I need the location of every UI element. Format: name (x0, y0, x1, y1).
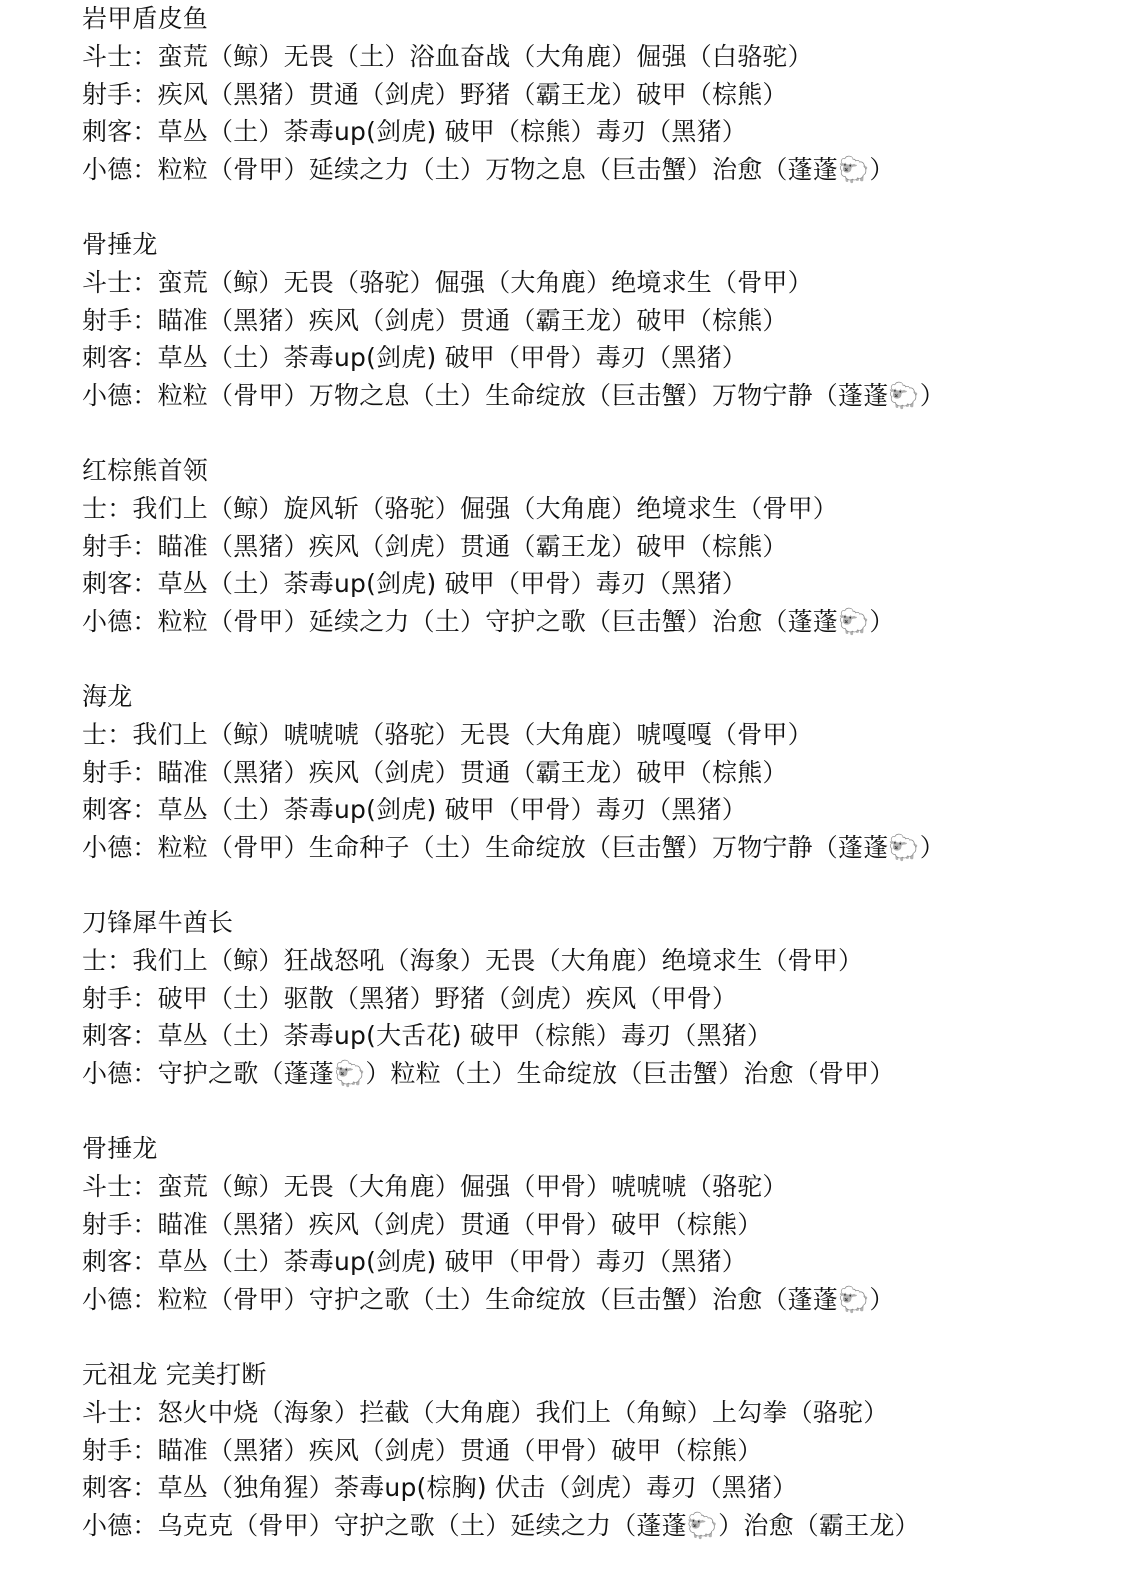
document-body (82, 0, 1102, 1582)
role-build-line: 刺客：草丛（独角猩）荼毒up(棕胸) 伏击（剑虎）毒刃（黑猪） (82, 1473, 798, 1502)
role-build-line: 斗士：蛮荒（鲸）无畏（大角鹿）倔强（甲骨）唬唬唬（骆驼） (82, 1172, 788, 1201)
boss-section (82, 452, 1102, 678)
role-build-line: 刺客：草丛（土）荼毒up(剑虎) 破甲（甲骨）毒刃（黑猪） (82, 343, 747, 372)
role-build-line: 士：我们上（鲸）狂战怒吼（海象）无畏（大角鹿）绝境求生（骨甲） (82, 946, 864, 975)
role-build-line: 小德：粒粒（骨甲）万物之息（土）生命绽放（巨击蟹）万物宁静（蓬蓬🐑） (82, 380, 945, 410)
role-build-line: 斗士：怒火中烧（海象）拦截（大角鹿）我们上（角鲸）上勾拳（骆驼） (82, 1398, 889, 1427)
boss-section (82, 1130, 1102, 1356)
role-build-line: 小德：粒粒（骨甲）生命种子（土）生命绽放（巨击蟹）万物宁静（蓬蓬🐑） (82, 832, 945, 862)
boss-section (82, 678, 1102, 904)
role-build-line: 刺客：草丛（土）荼毒up(剑虎) 破甲（棕熊）毒刃（黑猪） (82, 117, 747, 146)
role-build-line: 小德：粒粒（骨甲）延续之力（土）万物之息（巨击蟹）治愈（蓬蓬🐑） (82, 154, 895, 184)
boss-title: 元祖龙 完美打断 (82, 1360, 267, 1389)
role-build-line: 射手：瞄准（黑猪）疾风（剑虎）贯通（霸王龙）破甲（棕熊） (82, 531, 788, 561)
boss-title: 红棕熊首领 (82, 456, 209, 485)
role-build-line: 刺客：草丛（土）荼毒up(剑虎) 破甲（甲骨）毒刃（黑猪） (82, 569, 747, 598)
role-build-line: 射手：瞄准（黑猪）疾风（剑虎）贯通（甲骨）破甲（棕熊） (82, 1435, 763, 1465)
role-build-line: 刺客：草丛（土）荼毒up(大舌花) 破甲（棕熊）毒刃（黑猪） (82, 1021, 773, 1050)
boss-title: 海龙 (82, 682, 133, 711)
role-build-line: 射手：瞄准（黑猪）疾风（剑虎）贯通（霸王龙）破甲（棕熊） (82, 305, 788, 335)
boss-title: 刀锋犀牛酋长 (82, 908, 234, 937)
role-build-line: 小德：粒粒（骨甲）守护之歌（土）生命绽放（巨击蟹）治愈（蓬蓬🐑） (82, 1284, 895, 1314)
boss-section (82, 226, 1102, 452)
boss-title: 骨捶龙 (82, 1134, 158, 1163)
role-build-line: 小德：乌克克（骨甲）守护之歌（土）延续之力（蓬蓬🐑）治愈（霸王龙） (82, 1510, 920, 1540)
role-build-line: 斗士：蛮荒（鲸）无畏（土）浴血奋战（大角鹿）倔强（白骆驼） (82, 42, 813, 71)
role-build-line: 刺客：草丛（土）荼毒up(剑虎) 破甲（甲骨）毒刃（黑猪） (82, 1247, 747, 1276)
role-build-line: 刺客：草丛（土）荼毒up(剑虎) 破甲（甲骨）毒刃（黑猪） (82, 795, 747, 824)
role-build-line: 小德：粒粒（骨甲）延续之力（土）守护之歌（巨击蟹）治愈（蓬蓬🐑） (82, 606, 895, 636)
boss-title: 岩甲盾皮鱼 (82, 4, 209, 33)
role-build-line: 射手：瞄准（黑猪）疾风（剑虎）贯通（霸王龙）破甲（棕熊） (82, 757, 788, 787)
boss-title: 骨捶龙 (82, 230, 158, 259)
role-build-line: 士：我们上（鲸）唬唬唬（骆驼）无畏（大角鹿）唬嘎嘎（骨甲） (82, 720, 813, 749)
role-build-line: 射手：瞄准（黑猪）疾风（剑虎）贯通（甲骨）破甲（棕熊） (82, 1209, 763, 1239)
role-build-line: 射手：破甲（土）驱散（黑猪）野猪（剑虎）疾风（甲骨） (82, 983, 738, 1013)
role-build-line: 射手：疾风（黑猪）贯通（剑虎）野猪（霸王龙）破甲（棕熊） (82, 79, 788, 109)
role-build-line: 斗士：蛮荒（鲸）无畏（骆驼）倔强（大角鹿）绝境求生（骨甲） (82, 268, 813, 297)
boss-section (82, 1356, 1102, 1582)
role-build-line: 小德：守护之歌（蓬蓬🐑）粒粒（土）生命绽放（巨击蟹）治愈（骨甲） (82, 1058, 895, 1088)
role-build-line: 士：我们上（鲸）旋风斩（骆驼）倔强（大角鹿）绝境求生（骨甲） (82, 494, 839, 523)
boss-section (82, 904, 1102, 1130)
boss-section (82, 0, 1102, 226)
